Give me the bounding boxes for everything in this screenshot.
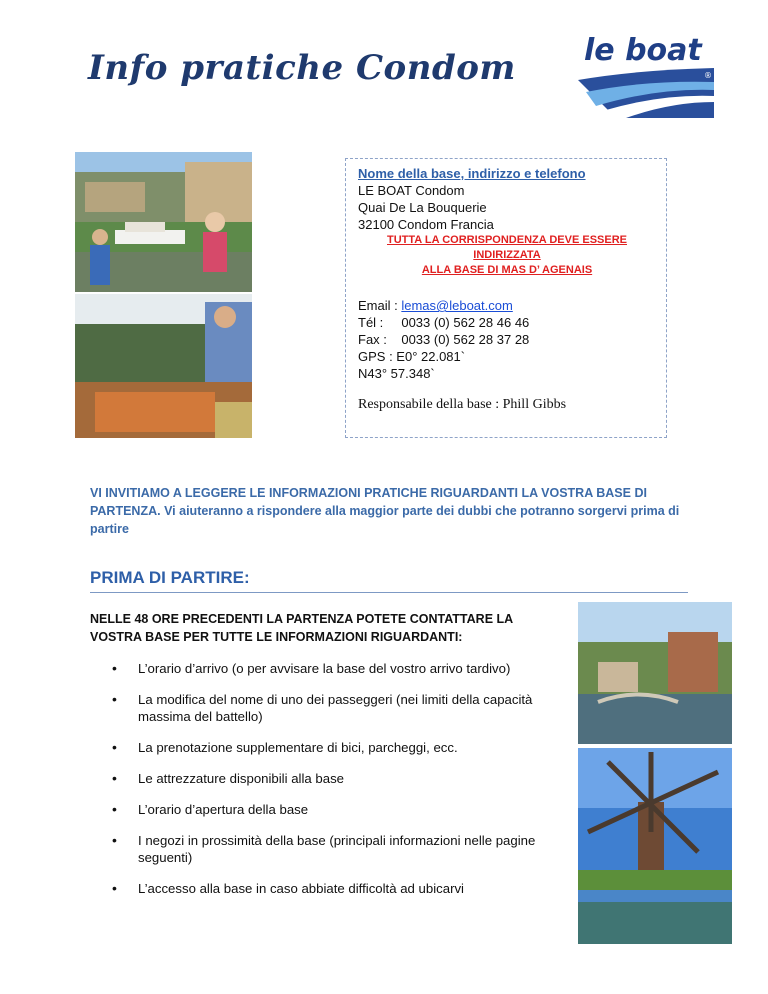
le-boat-logo	[576, 30, 716, 118]
canal-windmill-photos	[578, 602, 732, 944]
section-heading: PRIMA DI PARTIRE:	[90, 568, 688, 593]
registered-mark: ®	[704, 71, 712, 80]
list-item: • I negozi in prossimità della base (principali informazioni nelle pagine seguenti)	[90, 832, 570, 866]
phone-row: Tél : 0033 (0) 562 28 46 46	[358, 315, 530, 330]
lead-text: NELLE 48 ORE PRECEDENTI LA PARTENZA POTETE CONTATTARE LA VOSTRA BASE PER TUTTE LE INFORMAZIONI RIGUARDANTI:	[90, 612, 513, 644]
address-line: Quai De La Bouquerie	[358, 200, 487, 215]
intro-text: VI INVITIAMO A LEGGERE LE INFORMAZIONI PRATICHE RIGUARDANTI LA VOSTRA BASE DI PARTENZA. Vi aiuteranno a rispondere alla maggior parte dei dubbi che potranno sorgervi prima di partire	[90, 486, 680, 536]
email-row	[358, 297, 656, 314]
list-item: • L’orario d’arrivo (o per avvisare la base del vostro arrivo tardivo)	[90, 660, 570, 677]
base-info-box	[345, 158, 667, 438]
list-item: • Le attrezzature disponibili alla base	[90, 770, 570, 787]
page-title: Info pratiche Condom	[88, 48, 516, 88]
gps-row: N43° 57.348`	[358, 366, 435, 381]
email-link[interactable]: lemas@leboat.com	[401, 298, 513, 313]
info-list	[90, 660, 570, 911]
correspondence-notice: TUTTA LA CORRISPONDENZA DEVE ESSERE	[387, 234, 627, 246]
list-item: • La modifica del nome di uno dei passeggeri (nei limiti della capacità massima del battello)	[90, 691, 570, 725]
address-line: LE BOAT Condom	[358, 183, 465, 198]
list-item: • L’accesso alla base in caso abbiate difficoltà ad ubicarvi	[90, 880, 570, 897]
base-info-header: Nome della base, indirizzo e telefono	[358, 166, 586, 181]
condom-photos	[75, 152, 252, 438]
base-manager: Responsabile della base : Phill Gibbs	[358, 397, 567, 412]
list-item: • L’orario d’apertura della base	[90, 801, 570, 818]
gps-row: GPS : E0° 22.081`	[358, 349, 466, 364]
email-label: Email :	[358, 298, 402, 313]
correspondence-notice: INDIRIZZATA	[473, 249, 541, 261]
address-line: 32100 Condom Francia	[358, 217, 494, 232]
logo-wordmark: le boat	[584, 33, 702, 68]
fax-row: Fax : 0033 (0) 562 28 37 28	[358, 332, 530, 347]
list-item: • La prenotazione supplementare di bici, parcheggi, ecc.	[90, 739, 570, 756]
correspondence-notice: ALLA BASE DI MAS D’ AGENAIS	[421, 264, 593, 276]
